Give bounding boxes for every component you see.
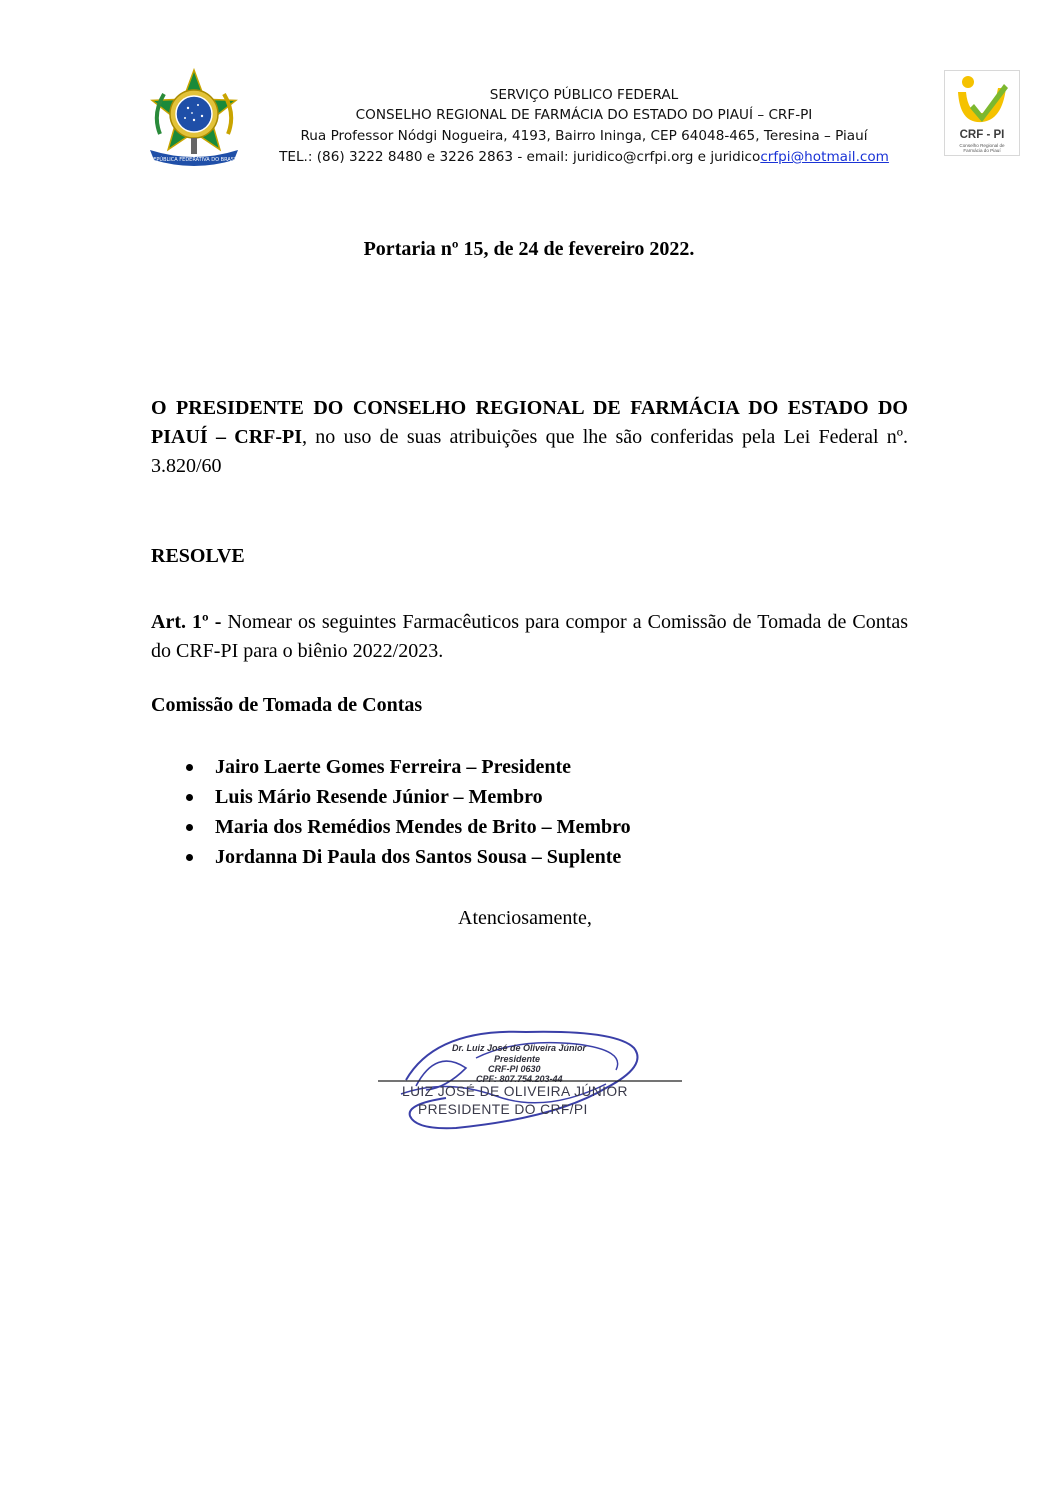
- member-name: Jairo Laerte Gomes Ferreira – Presidente: [215, 756, 571, 778]
- crf-pi-logo-icon: [944, 70, 1020, 156]
- stamp-name: Dr. Luiz José de Oliveira Júnior: [452, 1043, 587, 1053]
- crf-pi-logo: [944, 70, 1020, 156]
- bullet-icon: [186, 764, 193, 771]
- list-item: [186, 812, 631, 842]
- signatory-role: PRESIDENTE DO CRF/PI: [418, 1102, 588, 1117]
- members-list: [186, 752, 631, 872]
- intro-paragraph: [151, 394, 908, 481]
- intro-text: , no uso de suas atribuições que lhe são conferidas pela Lei Federal nº. 3.820/60: [151, 426, 908, 477]
- email-link[interactable]: crfpi@hotmail.com: [760, 149, 889, 165]
- intro-bold-text: O PRESIDENTE DO CONSELHO REGIONAL DE FARMÁCIA DO ESTADO DO PIAUÍ – CRF-PI: [151, 397, 908, 448]
- header-contacts: [250, 148, 918, 167]
- closing-text: Atenciosamente,: [458, 907, 592, 929]
- list-item: [186, 752, 631, 782]
- header-address: Rua Professor Nódgi Nogueira, 4193, Bairro Ininga, CEP 64048-465, Teresina – Piauí: [300, 128, 868, 144]
- member-name: Luis Mário Resende Júnior – Membro: [215, 786, 543, 808]
- member-name: Maria dos Remédios Mendes de Brito – Membro: [215, 816, 631, 838]
- svg-text:Conselho Regional de: Conselho Regional de: [959, 143, 1005, 148]
- list-item: [186, 782, 631, 812]
- stamp-cpf: CPF: 807.754.203-44: [476, 1074, 563, 1084]
- stamp-registration: CRF-PI 0630: [488, 1064, 541, 1074]
- article-label: Art. 1º -: [151, 611, 222, 633]
- document-title: Portaria nº 15, de 24 de fevereiro 2022.: [363, 238, 695, 260]
- brazil-coat-of-arms-icon: [142, 64, 246, 168]
- bullet-icon: [186, 824, 193, 831]
- header-contacts-text: TEL.: (86) 3222 8480 e 3226 2863 - email: juridico@crfpi.org e juridico: [279, 149, 761, 165]
- bullet-icon: [186, 854, 193, 861]
- commission-title: Comissão de Tomada de Contas: [151, 694, 423, 716]
- article-1-paragraph: [151, 608, 908, 666]
- header-line-2: CONSELHO REGIONAL DE FARMÁCIA DO ESTADO DO PIAUÍ – CRF-PI: [355, 107, 813, 123]
- signatory-name: LUIZ JOSÉ DE OLIVEIRA JÚNIOR: [402, 1084, 628, 1099]
- member-name: Jordanna Di Paula dos Santos Sousa – Suplente: [215, 846, 622, 868]
- stamp-role: Presidente: [494, 1054, 541, 1064]
- logo-text: CRF - PI: [959, 129, 1005, 141]
- article-text: Nomear os seguintes Farmacêuticos para compor a Comissão de Tomada de Contas do CRF-PI para o biênio 2022/2023.: [151, 611, 908, 662]
- list-item: [186, 842, 631, 872]
- resolve-heading: RESOLVE: [151, 545, 245, 567]
- svg-text:Farmácia do Piauí: Farmácia do Piauí: [963, 148, 1001, 153]
- signature-block: [376, 1018, 686, 1136]
- bullet-icon: [186, 794, 193, 801]
- header-line-1: SERVIÇO PÚBLICO FEDERAL: [489, 87, 679, 103]
- svg-text:REPÚBLICA FEDERATIVA DO BRASIL: REPÚBLICA FEDERATIVA DO BRASIL: [149, 157, 239, 163]
